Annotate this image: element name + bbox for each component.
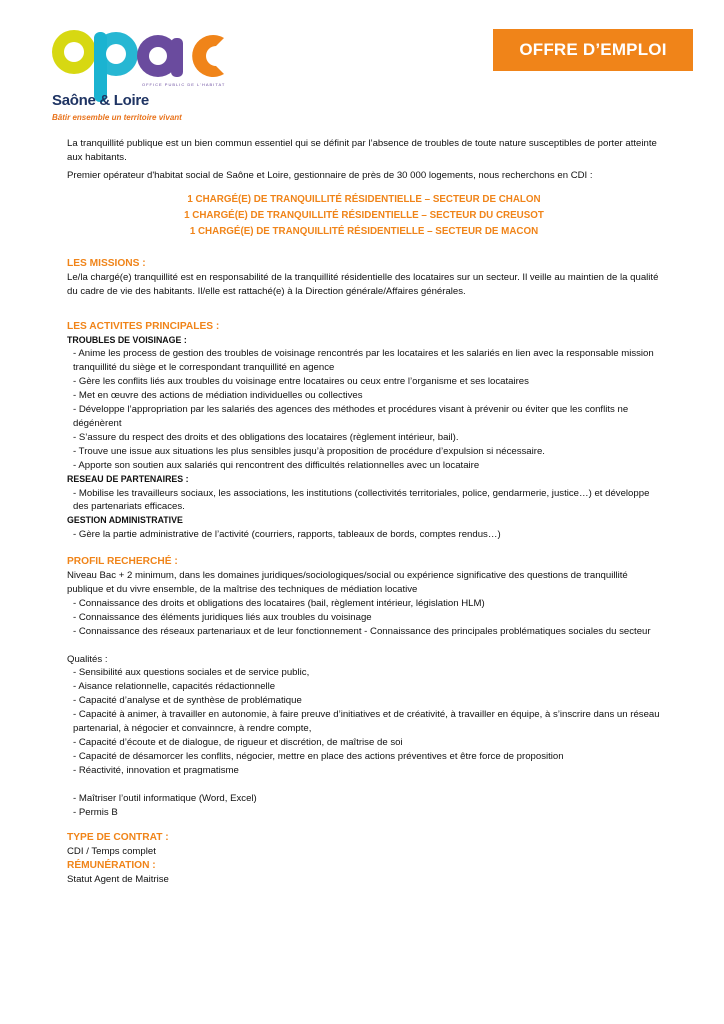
list-item: - Réactivité, innovation et pragmatisme [73, 764, 239, 776]
list-item: - Met en œuvre des actions de médiation individuelles ou collectives [73, 390, 363, 402]
activities-group-title: GESTION ADMINISTRATIVE [67, 515, 183, 526]
job-titles [67, 192, 661, 240]
list-item: - Capacité d’écoute et de dialogue, de rigueur et discrétion, de maîtrise de soi [73, 736, 403, 748]
list-item: - S’assure du respect des droits et des obligations des locataires (règlement intérieur, bail). [73, 431, 459, 443]
missions-heading: LES MISSIONS : [67, 257, 146, 269]
activities-group-title: RESEAU DE PARTENAIRES : [67, 473, 189, 484]
list-item: - Aisance relationnelle, capacités rédactionnelle [73, 681, 276, 693]
list-item: - Capacité de désamorcer les conflits, négocier, mettre en place des actions préventives et être force de proposition [73, 750, 564, 762]
logo-tagline: Bâtir ensemble un territoire vivant [52, 113, 182, 122]
list-item: - Apporte son soutien aux salariés qui rencontrent des difficultés relationnelles avec un locataire [73, 459, 480, 471]
profile-knowledge-list [67, 597, 661, 639]
qualities-list [67, 666, 661, 777]
list-item: - Connaissance des réseaux partenariaux et de leur fonctionnement - Connaissance des principales problématiques sociales du secteur [73, 625, 651, 637]
extras-list [67, 792, 661, 820]
missions-text: Le/la chargé(e) tranquillité est en responsabilité de la tranquillité résidentielle des locataires sur un secteur. Il veille au maintien de la qualité du cadre de vie des habitants. Il/elle est rattaché(e) à la Direction générale/Affaires générales. [67, 271, 659, 297]
list-item: - Mobilise les travailleurs sociaux, les associations, les institutions (collectivités territoriales, police, gendarmerie, justice…) et développe des partenariats efficaces. [73, 487, 650, 513]
list-item: - Maîtriser l’outil informatique (Word, Excel) [73, 792, 257, 804]
job-offer-content [67, 137, 661, 887]
list-item: - Connaissance des éléments juridiques liés aux troubles du voisinage [73, 611, 372, 623]
list-item: - Capacité d’analyse et de synthèse de problématique [73, 695, 302, 707]
logo-region: Saône & Loire [52, 92, 149, 109]
list-item: - Développe l’appropriation par les salariés des agences des méthodes et procédures visant à prévenir ou éviter que les conflits ne dégénèrent [73, 404, 629, 429]
contract-value: CDI / Temps complet [67, 846, 156, 858]
activities-list-reseau [67, 487, 661, 515]
intro-paragraph: La tranquillité publique est un bien commun essentiel qui se définit par l’absence de troubles de toute nature susceptibles de porter atteinte aux habitants. [67, 138, 657, 163]
activities-list-voisinage [67, 347, 661, 472]
job-title-creusot: 1 CHARGÉ(E) DE TRANQUILLITÉ RÉSIDENTIELLE – SECTEUR DU CREUSOT [184, 209, 544, 221]
list-item: - Anime les process de gestion des troubles de voisinage rencontrés par les locataires et les salariés en lien avec la responsable mission tranquillité du siège et le correspondant tranquillité en agence [73, 348, 654, 374]
list-item: - Permis B [73, 806, 118, 818]
list-item: - Capacité à animer, à travailler en autonomie, à faire preuve d’initiatives et de créativité, à travailler en équipe, à s’inscrire dans un réseau partenarial, à négocier et convainncre, à rendre compte, [73, 709, 660, 735]
activities-group-title: TROUBLES DE VOISINAGE : [67, 334, 187, 345]
salary-heading: RÉMUNÉRATION : [67, 860, 156, 872]
job-title-macon: 1 CHARGÉ(E) DE TRANQUILLITÉ RÉSIDENTIELLE – SECTEUR DE MACON [189, 225, 539, 237]
list-item: - Gère les conflits liés aux troubles du voisinage entre locataires ou ceux entre l’organisme et ses locataires [73, 376, 529, 388]
contract-heading: TYPE DE CONTRAT : [67, 832, 169, 844]
job-title-chalon: 1 CHARGÉ(E) DE TRANQUILLITÉ RÉSIDENTIELLE – SECTEUR DE CHALON [187, 193, 541, 205]
profile-intro: Niveau Bac + 2 minimum, dans les domaines juridiques/sociologiques/social ou expérience significative des questions de tranquillité publique et du vivre ensemble, de la maîtrise des techniques de médiation locative [67, 570, 628, 596]
activities-heading: LES ACTIVITES PRINCIPALES : [67, 320, 220, 332]
salary-value: Statut Agent de Maitrise [67, 874, 169, 886]
banner-title: OFFRE D’EMPLOI [519, 40, 667, 59]
list-item: - Connaissance des droits et obligations des locataires (bail, règlement intérieur, législation HLM) [73, 597, 485, 609]
opac-logo [50, 24, 230, 124]
intro-company: Premier opérateur d'habitat social de Saône et Loire, gestionnaire de près de 30 000 logements, nous recherchons en CDI : [67, 169, 593, 181]
profile-heading: PROFIL RECHERCHÉ : [67, 556, 178, 568]
qualities-label: Qualités : [67, 653, 108, 665]
list-item: - Sensibilité aux questions sociales et de service public, [73, 667, 310, 679]
activities-list-gestion [67, 528, 661, 542]
logo-subtitle: OFFICE PUBLIC DE L'HABITAT [142, 82, 226, 87]
list-item: - Gère la partie administrative de l’activité (courriers, rapports, tableaux de bords, comptes rendus…) [73, 529, 501, 541]
list-item: - Trouve une issue aux situations les plus sensibles jusqu’à proposition de procédure d’expulsion si nécessaire. [73, 445, 545, 457]
job-offer-banner [493, 29, 693, 71]
